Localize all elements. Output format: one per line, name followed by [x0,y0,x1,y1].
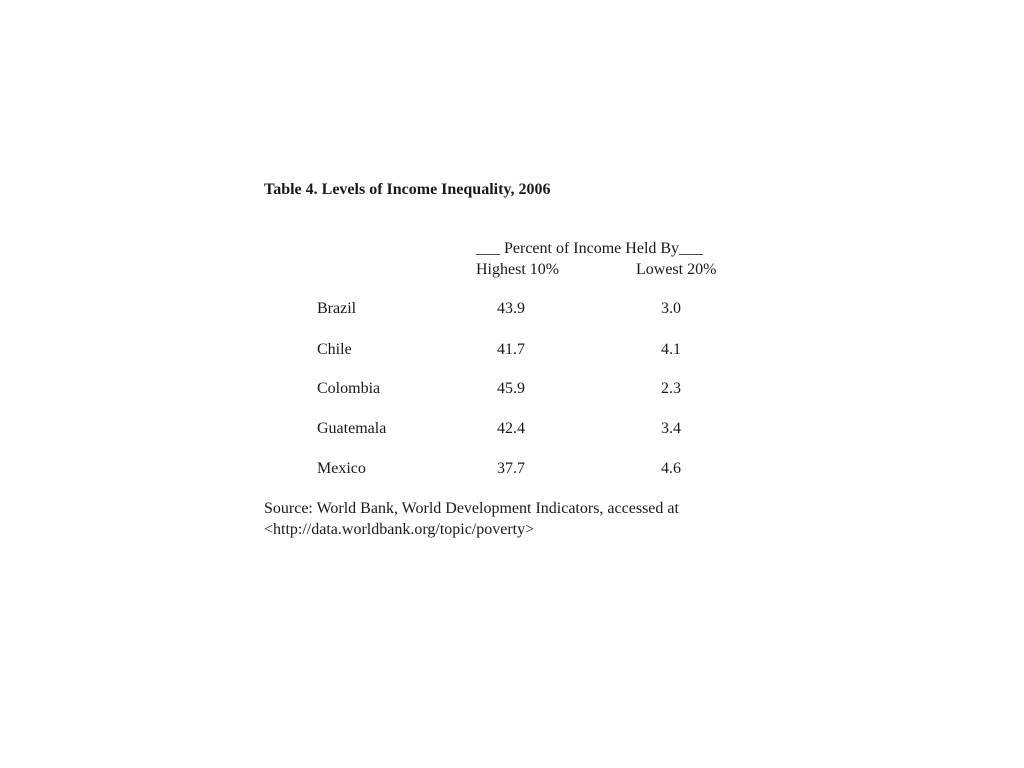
row-country: Brazil [317,300,357,317]
row-lowest-20: 3.4 [661,420,681,437]
row-highest-10: 45.9 [497,380,525,397]
table-row [0,300,1024,320]
table-row [0,380,1024,400]
source-note [264,498,679,540]
row-country: Colombia [317,380,381,397]
column-group-header: ___ Percent of Income Held By___ [476,240,704,257]
table-title: Table 4. Levels of Income Inequality, 2006 [264,181,551,198]
row-lowest-20: 4.6 [661,460,681,477]
row-lowest-20: 4.1 [661,341,681,358]
row-highest-10: 41.7 [497,341,525,358]
column-header-lowest-20: Lowest 20% [636,261,717,278]
row-highest-10: 37.7 [497,460,525,477]
table-row [0,460,1024,480]
row-country: Mexico [317,460,366,477]
table-row [0,420,1024,440]
row-country: Guatemala [317,420,387,437]
row-lowest-20: 3.0 [661,300,681,317]
source-line-1: Source: World Bank, World Development Indicators, accessed at [264,500,679,517]
row-lowest-20: 2.3 [661,380,681,397]
table-row [0,341,1024,361]
row-highest-10: 42.4 [497,420,525,437]
row-country: Chile [317,341,352,358]
source-url: <http://data.worldbank.org/topic/poverty> [264,521,535,538]
row-highest-10: 43.9 [497,300,525,317]
column-header-highest-10: Highest 10% [476,261,560,278]
